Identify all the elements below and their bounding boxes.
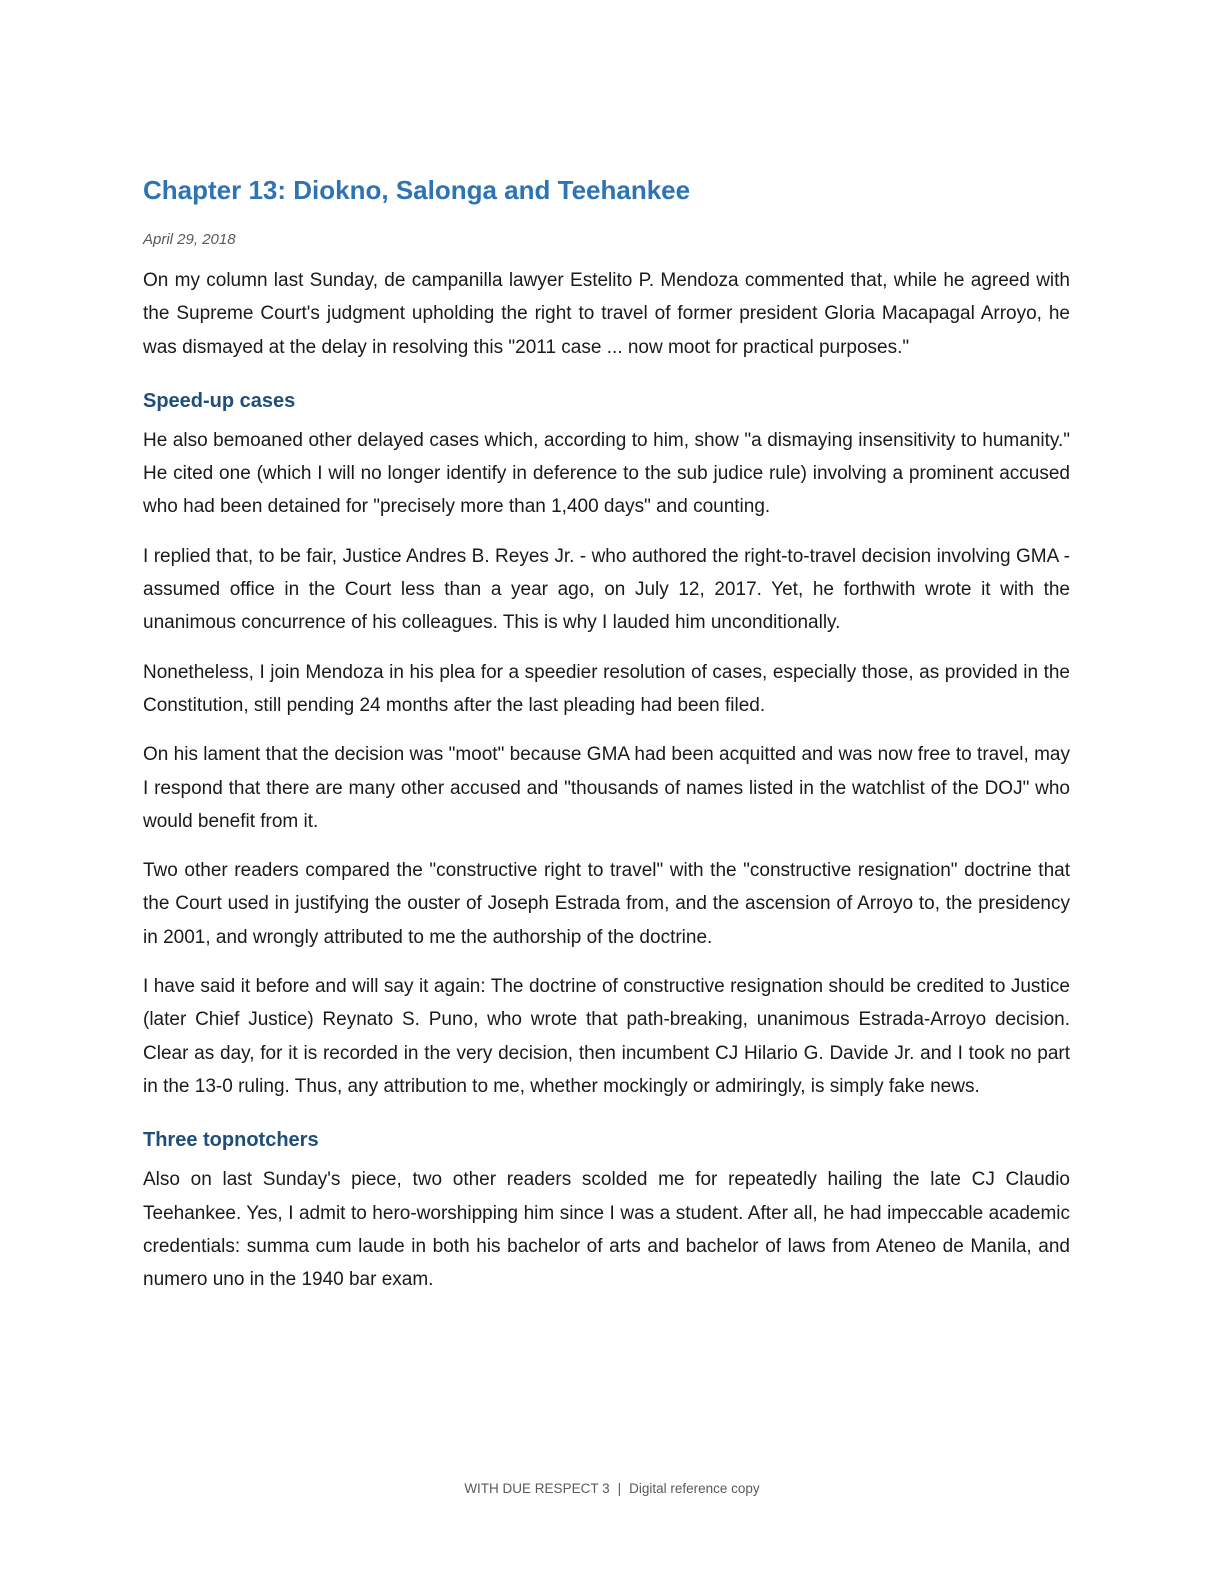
footer-separator: |: [617, 1481, 622, 1496]
footer-copy-note: Digital reference copy: [629, 1481, 760, 1496]
page-footer: [0, 1478, 1224, 1500]
body-paragraph: Two other readers compared the "constructive right to travel" with the "constructive resignation" doctrine that the Court used in justifying the ouster of Joseph Estrada from, and the ascension of Arroyo to, the presidency in 2001, and wrongly attributed to me the authorship of the doctrine.: [143, 860, 1070, 948]
body-paragraph: On his lament that the decision was "moot" because GMA had been acquitted and was now free to travel, may I respond that there are many other accused and "thousands of names listed in the watchlist of the DOJ" who would benefit from it.: [143, 744, 1070, 832]
body-paragraph: I have said it before and will say it again: The doctrine of constructive resignation should be credited to Justice (later Chief Justice) Reynato S. Puno, who wrote that path-breaking, unanimous Estrada-Arroyo decision. Clear as day, for it is recorded in the very decision, then incumbent CJ Hilario G. Davide Jr. and I took no part in the 13-0 ruling. Thus, any attribution to me, whether mockingly or admiringly, is simply fake news.: [143, 976, 1070, 1097]
footer-book-title: WITH DUE RESPECT 3: [464, 1481, 610, 1496]
intro-paragraph: On my column last Sunday, de campanilla lawyer Estelito P. Mendoza commented that, while he agreed with the Supreme Court's judgment upholding the right to travel of former president Gloria Macapagal Arroyo, he was dismayed at the delay in resolving this "2011 case ... now moot for practical purposes.": [143, 270, 1070, 358]
chapter-title: Chapter 13: Diokno, Salonga and Teehankee: [143, 175, 691, 205]
document-page: [143, 170, 1070, 1296]
section-heading-speed-up-cases: Speed-up cases: [143, 389, 296, 412]
body-paragraph: I replied that, to be fair, Justice Andres B. Reyes Jr. - who authored the right-to-travel decision involving GMA - assumed office in the Court less than a year ago, on July 12, 2017. Yet, he forthwith wrote it with the unanimous concurrence of his colleagues. This is why I lauded him unconditionally.: [143, 545, 1070, 634]
body-paragraph: Nonetheless, I join Mendoza in his plea for a speedier resolution of cases, especially those, as provided in the Constitution, still pending 24 months after the last pleading had been filed.: [143, 661, 1070, 716]
section-heading-three-topnotchers: Three topnotchers: [143, 1129, 319, 1152]
body-paragraph: Also on last Sunday's piece, two other readers scolded me for repeatedly hailing the late CJ Claudio Teehankee. Yes, I admit to hero-worshipping him since I was a student. After all, he had impeccable academic credentials: summa cum laude in both his bachelor of arts and bachelor of laws from Ateneo de Manila, and numero uno in the 1940 bar exam.: [143, 1169, 1070, 1291]
body-paragraph: He also bemoaned other delayed cases which, according to him, show "a dismaying insensitivity to humanity." He cited one (which I will no longer identify in deference to the sub judice rule) involving a prominent accused who had been detained for "precisely more than 1,400 days" and counting.: [143, 429, 1070, 518]
publication-date: April 29, 2018: [143, 231, 236, 248]
